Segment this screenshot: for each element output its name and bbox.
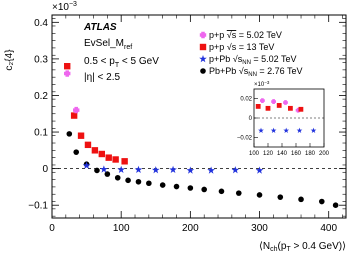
data-point — [66, 131, 72, 137]
data-point — [236, 190, 242, 196]
inset-x-tick-label: 200 — [318, 151, 330, 157]
data-point — [85, 142, 91, 148]
data-point — [160, 182, 166, 188]
inset-y-tick-label: 0.02 — [240, 96, 252, 103]
legend-marker-p-p-s-13-tev — [200, 44, 206, 50]
data-point — [169, 166, 177, 173]
data-point — [121, 158, 127, 164]
data-point — [115, 175, 121, 181]
x-axis-label: $⟨N_{ch}(p_T > 0.4$ GeV)⟩ — [258, 241, 346, 253]
info-box — [83, 22, 159, 83]
data-point — [92, 147, 98, 153]
y-tick-label: 0.2 — [34, 90, 48, 102]
inset-frame — [254, 89, 324, 147]
inset-x-tick-label: 120 — [262, 151, 274, 157]
data-point — [105, 171, 111, 177]
atlas-label: ATLAS — [84, 22, 117, 33]
data-point — [64, 63, 70, 69]
data-point — [117, 166, 125, 173]
inset-exponent-label: $\times 10^{-3}$ — [254, 80, 270, 88]
y-exponent-label: $\times 10^{-3}$ — [52, 1, 77, 13]
legend-entry-pp-13tev: p+p √s = 13 TeV — [209, 42, 275, 52]
legend-marker-pb-pb-snn-2-76-tev — [200, 68, 206, 74]
data-point — [174, 184, 180, 190]
y-tick-label: 0.3 — [34, 54, 48, 66]
data-point — [99, 151, 105, 157]
data-point — [188, 185, 194, 191]
legend-entry-ppb: p+Pb $√s_{NN} = 5.02$ TeV — [209, 54, 297, 66]
x-tick-label: 0 — [49, 223, 55, 234]
inset-x-tick-label: 140 — [276, 151, 288, 157]
inset-data-point — [288, 106, 293, 111]
eta-range-label: |η| < 2.5 — [84, 72, 121, 83]
y-tick-label: 0 — [42, 164, 48, 176]
inset-y-tick-label: −0.02 — [236, 135, 252, 142]
legend-marker-p-pb-snn-5-02-tev — [199, 55, 207, 62]
data-point — [146, 180, 152, 186]
data-point — [256, 166, 264, 173]
data-point — [257, 192, 263, 198]
inset-x-tick-label: 100 — [248, 151, 260, 157]
data-point — [112, 156, 118, 162]
legend-entry-pp-5tev: p+p √s = 5.02 TeV — [209, 30, 282, 40]
legend — [199, 30, 302, 78]
data-point — [152, 166, 160, 173]
series-p-pb-snn-5-02-tev — [83, 162, 264, 174]
data-point — [201, 187, 207, 193]
inset-x-tick-label: 160 — [290, 151, 302, 157]
inset-data-point — [277, 103, 282, 108]
data-point — [298, 197, 304, 203]
data-point — [232, 166, 240, 173]
data-point — [83, 162, 91, 169]
x-tick-label: 200 — [182, 223, 199, 234]
inset-data-point — [299, 107, 304, 112]
data-point — [73, 107, 79, 113]
inset-panel — [237, 80, 330, 157]
legend-entry-pbpb: Pb+Pb $√s_{NN} = 2.76$ TeV — [209, 66, 303, 78]
series-p-p-s-5-02-tev — [64, 70, 79, 113]
inset-y-tick-label: 0 — [248, 116, 252, 122]
x-tick-label: 400 — [320, 223, 338, 234]
y-tick-label: 0.1 — [34, 127, 48, 139]
data-point — [125, 178, 131, 184]
data-point — [333, 202, 339, 208]
data-point — [319, 199, 325, 205]
legend-marker-p-p-s-5-02-tev — [200, 32, 206, 38]
inset-data-point — [266, 106, 271, 111]
event-selection-label: $EvSel\_M_{ref}$ — [84, 38, 133, 51]
y-tick-label: 0.4 — [34, 17, 48, 29]
data-point — [219, 188, 225, 194]
data-point — [277, 194, 283, 200]
pt-range-label: $0.5 < p_T < 5$ GeV — [84, 56, 159, 69]
data-point — [207, 166, 215, 173]
y-axis-label: c₂{4} — [4, 49, 15, 71]
data-point — [71, 112, 77, 118]
data-point — [94, 168, 100, 174]
data-point — [64, 70, 70, 76]
x-tick-label: 100 — [112, 223, 130, 234]
data-point — [73, 149, 79, 155]
data-point — [106, 154, 112, 160]
inset-x-tick-label: 180 — [304, 151, 316, 157]
data-point — [187, 166, 195, 173]
inset-data-point — [256, 104, 261, 109]
data-point — [78, 133, 84, 139]
data-point — [136, 179, 142, 185]
data-point — [135, 166, 143, 173]
y-tick-label: −0.1 — [28, 200, 48, 212]
x-tick-label: 300 — [251, 223, 268, 234]
